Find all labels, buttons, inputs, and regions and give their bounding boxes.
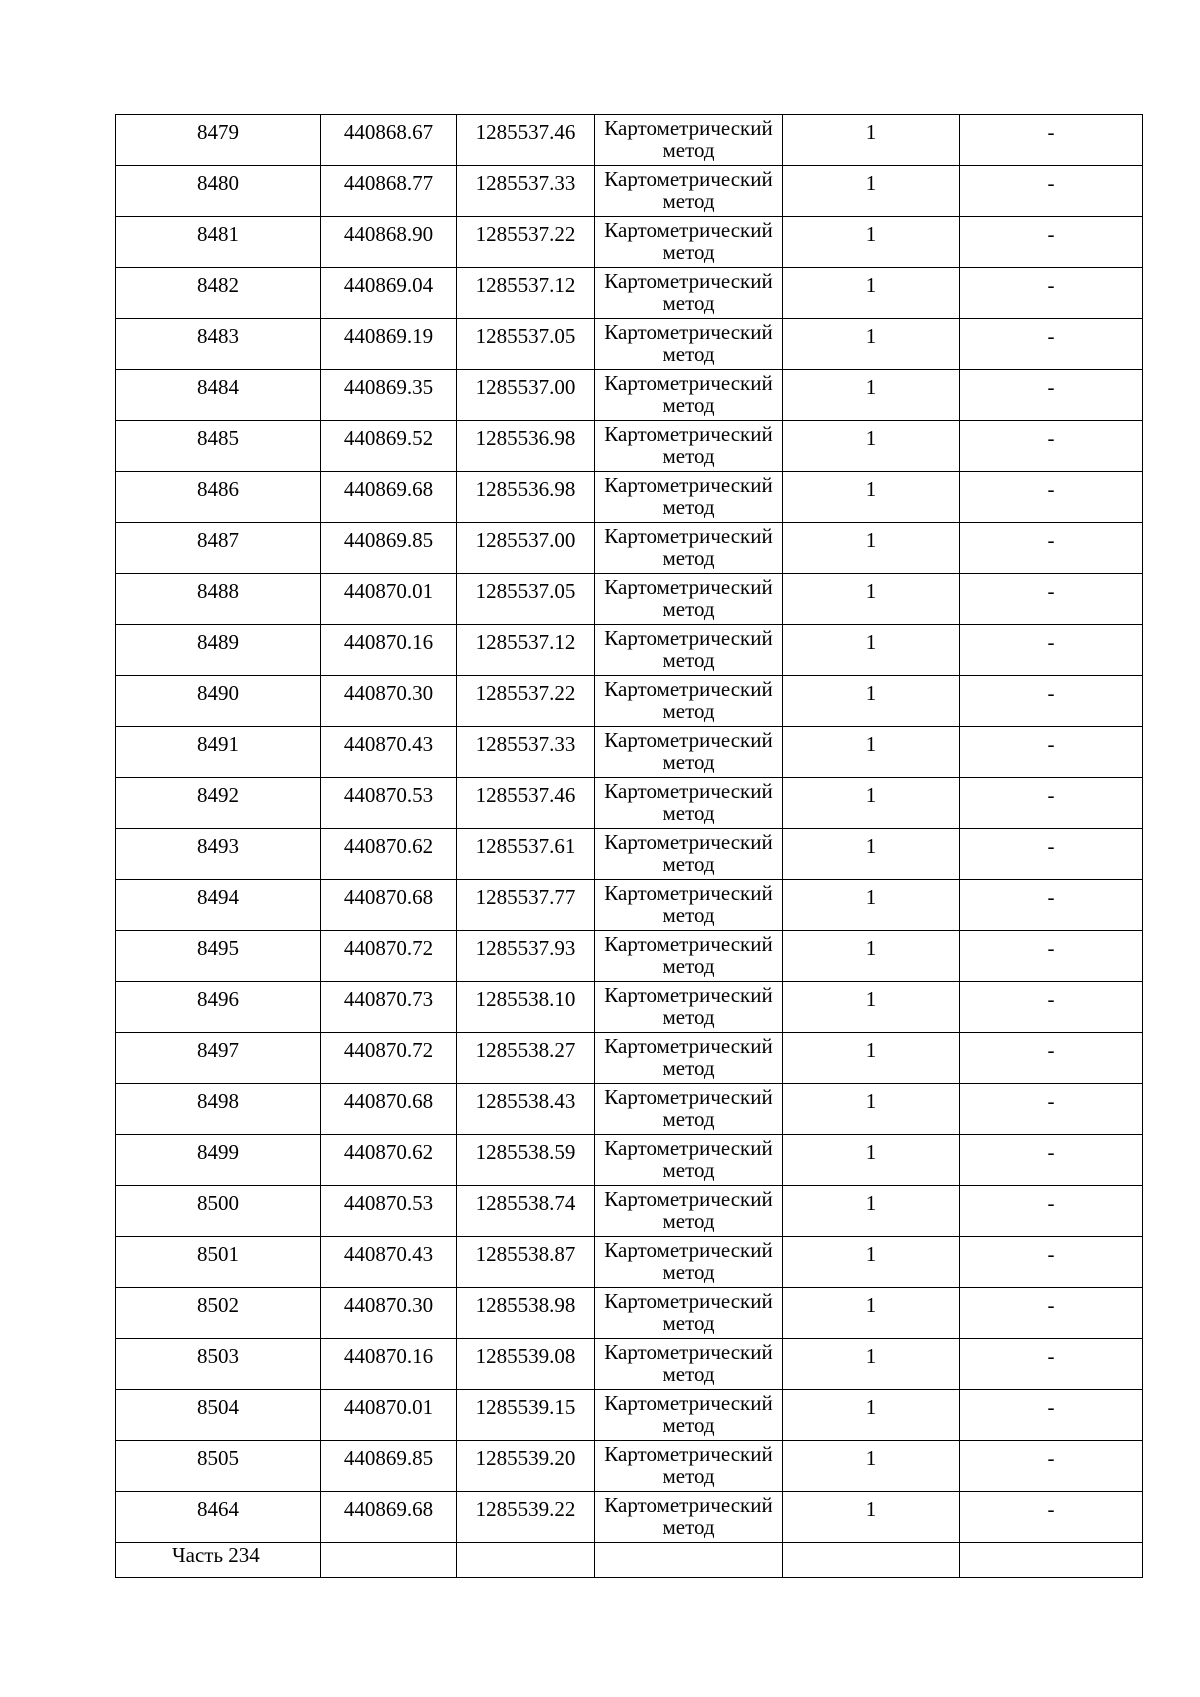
accuracy-cell: 1 xyxy=(783,880,960,931)
method-cell xyxy=(595,625,783,676)
point-number-cell: 8502 xyxy=(116,1288,321,1339)
point-number-cell: 8483 xyxy=(116,319,321,370)
y-coordinate-cell: 1285537.22 xyxy=(457,217,595,268)
x-coordinate-cell: 440869.85 xyxy=(321,523,457,574)
x-coordinate-cell: 440870.43 xyxy=(321,727,457,778)
table-row xyxy=(116,1084,1143,1135)
method-cell xyxy=(595,523,783,574)
method-line-2: метод xyxy=(662,1515,715,1539)
accuracy-cell: 1 xyxy=(783,727,960,778)
table-row xyxy=(116,1237,1143,1288)
x-coordinate-cell: 440870.30 xyxy=(321,1288,457,1339)
method-line-2: метод xyxy=(662,1209,715,1233)
note-cell: - xyxy=(960,982,1143,1033)
table-row xyxy=(116,370,1143,421)
x-coordinate-cell: 440870.53 xyxy=(321,778,457,829)
y-coordinate-cell: 1285537.93 xyxy=(457,931,595,982)
method-line-2: метод xyxy=(662,1260,715,1284)
table-row xyxy=(116,778,1143,829)
method-line-2: метод xyxy=(662,444,715,468)
accuracy-cell: 1 xyxy=(783,1339,960,1390)
y-coordinate-cell: 1285539.15 xyxy=(457,1390,595,1441)
point-number-cell: 8499 xyxy=(116,1135,321,1186)
method-line-2: метод xyxy=(662,699,715,723)
x-coordinate-cell: 440870.01 xyxy=(321,574,457,625)
point-number-cell: 8480 xyxy=(116,166,321,217)
table-row xyxy=(116,982,1143,1033)
y-coordinate-cell: 1285537.12 xyxy=(457,625,595,676)
point-number-cell: 8495 xyxy=(116,931,321,982)
note-cell: - xyxy=(960,421,1143,472)
x-coordinate-cell: 440870.01 xyxy=(321,1390,457,1441)
table-row xyxy=(116,1135,1143,1186)
table-row xyxy=(116,472,1143,523)
y-coordinate-cell: 1285538.10 xyxy=(457,982,595,1033)
method-cell xyxy=(595,931,783,982)
method-cell xyxy=(595,1288,783,1339)
point-number-cell: 8494 xyxy=(116,880,321,931)
table-row xyxy=(116,1288,1143,1339)
method-line-1: Картометрический xyxy=(604,1238,773,1262)
method-cell xyxy=(595,982,783,1033)
method-line-1: Картометрический xyxy=(604,1085,773,1109)
method-line-2: метод xyxy=(662,495,715,519)
method-cell xyxy=(595,115,783,166)
method-line-2: метод xyxy=(662,1158,715,1182)
accuracy-cell: 1 xyxy=(783,829,960,880)
method-line-1: Картометрический xyxy=(604,1493,773,1517)
point-number-cell: 8498 xyxy=(116,1084,321,1135)
x-coordinate-cell: 440870.16 xyxy=(321,625,457,676)
note-cell: - xyxy=(960,523,1143,574)
method-line-1: Картометрический xyxy=(604,1442,773,1466)
y-coordinate-cell: 1285537.22 xyxy=(457,676,595,727)
table-row xyxy=(116,574,1143,625)
method-cell xyxy=(595,778,783,829)
y-coordinate-cell: 1285539.20 xyxy=(457,1441,595,1492)
y-coordinate-cell: 1285538.27 xyxy=(457,1033,595,1084)
method-line-2: метод xyxy=(662,1107,715,1131)
accuracy-cell: 1 xyxy=(783,676,960,727)
y-coordinate-cell: 1285537.00 xyxy=(457,523,595,574)
accuracy-cell: 1 xyxy=(783,1237,960,1288)
point-number-cell: 8503 xyxy=(116,1339,321,1390)
method-line-2: метод xyxy=(662,291,715,315)
y-coordinate-cell: 1285538.98 xyxy=(457,1288,595,1339)
method-line-1: Картометрический xyxy=(604,779,773,803)
accuracy-cell: 1 xyxy=(783,1033,960,1084)
method-line-1: Картометрический xyxy=(604,422,773,446)
accuracy-cell: 1 xyxy=(783,1390,960,1441)
x-coordinate-cell: 440870.68 xyxy=(321,880,457,931)
accuracy-cell: 1 xyxy=(783,115,960,166)
method-cell xyxy=(595,1135,783,1186)
note-cell: - xyxy=(960,574,1143,625)
method-cell xyxy=(595,268,783,319)
table-row xyxy=(116,727,1143,778)
method-line-1: Картометрический xyxy=(604,371,773,395)
point-number-cell: 8505 xyxy=(116,1441,321,1492)
accuracy-cell: 1 xyxy=(783,931,960,982)
x-coordinate-cell: 440869.68 xyxy=(321,472,457,523)
table-row xyxy=(116,421,1143,472)
method-line-2: метод xyxy=(662,342,715,366)
point-number-cell: 8496 xyxy=(116,982,321,1033)
table-row xyxy=(116,217,1143,268)
accuracy-cell: 1 xyxy=(783,1186,960,1237)
point-number-cell: 8491 xyxy=(116,727,321,778)
y-coordinate-cell: 1285536.98 xyxy=(457,421,595,472)
method-line-2: метод xyxy=(662,1056,715,1080)
point-number-cell: 8504 xyxy=(116,1390,321,1441)
accuracy-cell: 1 xyxy=(783,166,960,217)
method-cell xyxy=(595,1492,783,1543)
method-line-2: метод xyxy=(662,1464,715,1488)
method-line-2: метод xyxy=(662,393,715,417)
note-cell: - xyxy=(960,166,1143,217)
accuracy-cell: 1 xyxy=(783,217,960,268)
method-line-1: Картометрический xyxy=(604,320,773,344)
method-line-1: Картометрический xyxy=(604,575,773,599)
method-line-1: Картометрический xyxy=(604,167,773,191)
accuracy-cell: 1 xyxy=(783,625,960,676)
table-row xyxy=(116,829,1143,880)
x-coordinate-cell: 440870.62 xyxy=(321,829,457,880)
method-line-1: Картометрический xyxy=(604,728,773,752)
method-line-1: Картометрический xyxy=(604,881,773,905)
table-row xyxy=(116,523,1143,574)
method-line-2: метод xyxy=(662,903,715,927)
accuracy-cell: 1 xyxy=(783,370,960,421)
accuracy-cell: 1 xyxy=(783,778,960,829)
method-line-1: Картометрический xyxy=(604,473,773,497)
y-coordinate-cell: 1285537.46 xyxy=(457,115,595,166)
note-cell: - xyxy=(960,217,1143,268)
accuracy-cell: 1 xyxy=(783,574,960,625)
accuracy-cell: 1 xyxy=(783,1084,960,1135)
method-line-2: метод xyxy=(662,1311,715,1335)
table-row xyxy=(116,1492,1143,1543)
x-coordinate-cell: 440868.67 xyxy=(321,115,457,166)
x-coordinate-cell: 440869.35 xyxy=(321,370,457,421)
note-cell: - xyxy=(960,1033,1143,1084)
table-row xyxy=(116,1033,1143,1084)
y-coordinate-cell: 1285537.46 xyxy=(457,778,595,829)
method-cell xyxy=(595,1033,783,1084)
accuracy-cell: 1 xyxy=(783,268,960,319)
y-coordinate-cell: 1285538.87 xyxy=(457,1237,595,1288)
note-cell: - xyxy=(960,1237,1143,1288)
method-line-2: метод xyxy=(662,1005,715,1029)
method-cell xyxy=(595,574,783,625)
method-line-1: Картометрический xyxy=(604,983,773,1007)
point-number-cell: 8490 xyxy=(116,676,321,727)
method-line-1: Картометрический xyxy=(604,116,773,140)
table-row xyxy=(116,319,1143,370)
method-cell xyxy=(595,727,783,778)
method-line-2: метод xyxy=(662,1413,715,1437)
note-cell: - xyxy=(960,880,1143,931)
x-coordinate-cell: 440869.68 xyxy=(321,1492,457,1543)
method-line-1: Картометрический xyxy=(604,1391,773,1415)
note-cell: - xyxy=(960,1492,1143,1543)
table-row xyxy=(116,880,1143,931)
empty-footer-cell xyxy=(960,1543,1143,1578)
method-line-2: метод xyxy=(662,750,715,774)
point-number-cell: 8488 xyxy=(116,574,321,625)
empty-footer-cell xyxy=(457,1543,595,1578)
method-cell xyxy=(595,217,783,268)
y-coordinate-cell: 1285537.12 xyxy=(457,268,595,319)
method-cell xyxy=(595,829,783,880)
method-cell xyxy=(595,1339,783,1390)
table-row xyxy=(116,1441,1143,1492)
y-coordinate-cell: 1285539.22 xyxy=(457,1492,595,1543)
empty-footer-cell xyxy=(783,1543,960,1578)
method-cell xyxy=(595,1441,783,1492)
point-number-cell: 8484 xyxy=(116,370,321,421)
table-row xyxy=(116,115,1143,166)
note-cell: - xyxy=(960,472,1143,523)
x-coordinate-cell: 440870.16 xyxy=(321,1339,457,1390)
method-line-1: Картометрический xyxy=(604,677,773,701)
x-coordinate-cell: 440869.19 xyxy=(321,319,457,370)
point-number-cell: 8500 xyxy=(116,1186,321,1237)
method-cell xyxy=(595,880,783,931)
x-coordinate-cell: 440870.30 xyxy=(321,676,457,727)
accuracy-cell: 1 xyxy=(783,472,960,523)
method-cell xyxy=(595,1237,783,1288)
point-number-cell: 8501 xyxy=(116,1237,321,1288)
y-coordinate-cell: 1285539.08 xyxy=(457,1339,595,1390)
method-line-2: метод xyxy=(662,648,715,672)
method-cell xyxy=(595,1084,783,1135)
accuracy-cell: 1 xyxy=(783,1288,960,1339)
table-row xyxy=(116,931,1143,982)
note-cell: - xyxy=(960,778,1143,829)
method-line-1: Картометрический xyxy=(604,524,773,548)
x-coordinate-cell: 440870.53 xyxy=(321,1186,457,1237)
table-row xyxy=(116,1339,1143,1390)
point-number-cell: 8485 xyxy=(116,421,321,472)
note-cell: - xyxy=(960,1390,1143,1441)
part-label: Часть 234 xyxy=(116,1543,321,1578)
point-number-cell: 8492 xyxy=(116,778,321,829)
table-row xyxy=(116,1186,1143,1237)
method-line-1: Картометрический xyxy=(604,1340,773,1364)
y-coordinate-cell: 1285537.05 xyxy=(457,574,595,625)
empty-footer-cell xyxy=(595,1543,783,1578)
y-coordinate-cell: 1285538.43 xyxy=(457,1084,595,1135)
method-cell xyxy=(595,370,783,421)
point-number-cell: 8493 xyxy=(116,829,321,880)
method-line-2: метод xyxy=(662,189,715,213)
accuracy-cell: 1 xyxy=(783,1441,960,1492)
method-line-1: Картометрический xyxy=(604,1289,773,1313)
x-coordinate-cell: 440868.90 xyxy=(321,217,457,268)
y-coordinate-cell: 1285537.33 xyxy=(457,166,595,217)
method-cell xyxy=(595,1186,783,1237)
method-cell xyxy=(595,421,783,472)
point-number-cell: 8481 xyxy=(116,217,321,268)
note-cell: - xyxy=(960,319,1143,370)
y-coordinate-cell: 1285537.61 xyxy=(457,829,595,880)
method-line-1: Картометрический xyxy=(604,1034,773,1058)
note-cell: - xyxy=(960,1288,1143,1339)
method-cell xyxy=(595,676,783,727)
method-line-2: метод xyxy=(662,240,715,264)
x-coordinate-cell: 440870.43 xyxy=(321,1237,457,1288)
table-footer-row xyxy=(116,1543,1143,1578)
x-coordinate-cell: 440870.68 xyxy=(321,1084,457,1135)
y-coordinate-cell: 1285537.00 xyxy=(457,370,595,421)
method-line-1: Картометрический xyxy=(604,830,773,854)
x-coordinate-cell: 440870.62 xyxy=(321,1135,457,1186)
note-cell: - xyxy=(960,676,1143,727)
note-cell: - xyxy=(960,931,1143,982)
accuracy-cell: 1 xyxy=(783,982,960,1033)
note-cell: - xyxy=(960,1084,1143,1135)
method-line-2: метод xyxy=(662,1362,715,1386)
method-line-1: Картометрический xyxy=(604,1136,773,1160)
coordinates-table xyxy=(115,114,1143,1578)
method-cell xyxy=(595,1390,783,1441)
note-cell: - xyxy=(960,1135,1143,1186)
x-coordinate-cell: 440870.73 xyxy=(321,982,457,1033)
method-line-2: метод xyxy=(662,546,715,570)
method-line-1: Картометрический xyxy=(604,932,773,956)
accuracy-cell: 1 xyxy=(783,1492,960,1543)
point-number-cell: 8497 xyxy=(116,1033,321,1084)
table-row xyxy=(116,166,1143,217)
point-number-cell: 8489 xyxy=(116,625,321,676)
x-coordinate-cell: 440869.52 xyxy=(321,421,457,472)
y-coordinate-cell: 1285537.77 xyxy=(457,880,595,931)
method-cell xyxy=(595,319,783,370)
method-line-1: Картометрический xyxy=(604,626,773,650)
accuracy-cell: 1 xyxy=(783,421,960,472)
accuracy-cell: 1 xyxy=(783,523,960,574)
table-row xyxy=(116,676,1143,727)
table-row xyxy=(116,268,1143,319)
x-coordinate-cell: 440869.04 xyxy=(321,268,457,319)
y-coordinate-cell: 1285537.33 xyxy=(457,727,595,778)
method-line-2: метод xyxy=(662,954,715,978)
point-number-cell: 8482 xyxy=(116,268,321,319)
accuracy-cell: 1 xyxy=(783,1135,960,1186)
note-cell: - xyxy=(960,268,1143,319)
method-cell xyxy=(595,166,783,217)
x-coordinate-cell: 440869.85 xyxy=(321,1441,457,1492)
table-row xyxy=(116,625,1143,676)
point-number-cell: 8487 xyxy=(116,523,321,574)
point-number-cell: 8486 xyxy=(116,472,321,523)
y-coordinate-cell: 1285538.59 xyxy=(457,1135,595,1186)
point-number-cell: 8479 xyxy=(116,115,321,166)
method-line-1: Картометрический xyxy=(604,1187,773,1211)
y-coordinate-cell: 1285537.05 xyxy=(457,319,595,370)
table-row xyxy=(116,1390,1143,1441)
accuracy-cell: 1 xyxy=(783,319,960,370)
note-cell: - xyxy=(960,1186,1143,1237)
method-line-2: метод xyxy=(662,801,715,825)
y-coordinate-cell: 1285536.98 xyxy=(457,472,595,523)
x-coordinate-cell: 440868.77 xyxy=(321,166,457,217)
note-cell: - xyxy=(960,727,1143,778)
point-number-cell: 8464 xyxy=(116,1492,321,1543)
x-coordinate-cell: 440870.72 xyxy=(321,1033,457,1084)
x-coordinate-cell: 440870.72 xyxy=(321,931,457,982)
table-body xyxy=(116,115,1143,1578)
method-line-1: Картометрический xyxy=(604,218,773,242)
note-cell: - xyxy=(960,1441,1143,1492)
method-line-2: метод xyxy=(662,138,715,162)
note-cell: - xyxy=(960,625,1143,676)
note-cell: - xyxy=(960,115,1143,166)
method-line-2: метод xyxy=(662,597,715,621)
note-cell: - xyxy=(960,1339,1143,1390)
note-cell: - xyxy=(960,829,1143,880)
method-cell xyxy=(595,472,783,523)
method-line-1: Картометрический xyxy=(604,269,773,293)
note-cell: - xyxy=(960,370,1143,421)
method-line-2: метод xyxy=(662,852,715,876)
y-coordinate-cell: 1285538.74 xyxy=(457,1186,595,1237)
empty-footer-cell xyxy=(321,1543,457,1578)
